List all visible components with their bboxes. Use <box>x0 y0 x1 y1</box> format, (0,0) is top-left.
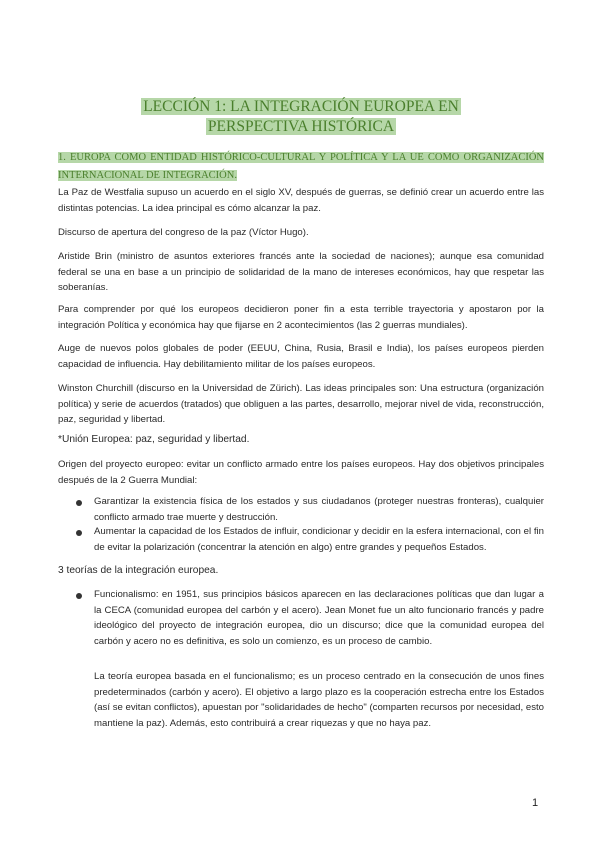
objective-item-1: Garantizar la existencia física de los estados y sus ciudadanos (proteger nuestras fronteras), cualquier conflicto armado trae muerte y destrucción. <box>94 496 544 523</box>
objective-item-2: Aumentar la capacidad de los Estados de influir, condicionar y decidir en la esfera internacional, con el fin de evitar la polarización (concentrar la atención en algo) entre grandes y pequeños Estados. <box>94 526 544 553</box>
page-number: 1 <box>532 797 539 809</box>
section-heading-block <box>58 147 544 183</box>
lesson-title: LECCIÓN 1: LA INTEGRACIÓN EUROPEA EN PERSPECTIVA HISTÓRICA <box>143 98 459 135</box>
section-heading: 1. EUROPA COMO ENTIDAD HISTÓRICO-CULTURAL Y POLÍTICA Y LA UE COMO ORGANIZACIÓN INTERNACIONAL DE INTEGRACIÓN. <box>58 152 544 181</box>
theories-heading: 3 teorías de la integración europea. <box>58 565 219 576</box>
paragraph-churchill: Winston Churchill (discurso en la Universidad de Zürich). Las ideas principales son: Una estructura (organización política) y serie de acuerdos (tratados) que obliguen a las partes, desarrollo, mejorar nivel de vida, reconstrucción, paz, seguridad y libertad. <box>58 383 544 426</box>
bullet-dot <box>76 530 82 536</box>
paragraph-aristide-brin: Aristide Brin (ministro de asuntos exteriores francés ante la sociedad de naciones); aunque esa comunidad federal se una en base a un principio de solidaridad de la mano de intereses económicos, hay que respetar las soberanías. <box>58 251 544 294</box>
paragraph-origin: Origen del proyecto europeo: evitar un conflicto armado entre los países europeos. Hay dos objetivos principales después de la 2 Guerra Mundial: <box>58 459 544 486</box>
paragraph-eu-summary: *Unión Europea: paz, seguridad y libertad. <box>58 434 250 445</box>
bullet-dot <box>76 500 82 506</box>
paragraph-two-wars: Para comprender por qué los europeos decidieron poner fin a esta terrible trayectoria y apostaron por la integración Política y económica hay que fijarse en 2 acontecimientos (las 2 guerras mundiales). <box>58 304 544 331</box>
paragraph-westfalia: La Paz de Westfalia supuso un acuerdo en el siglo XV, después de guerras, se definió crear un acuerdo entre las distintas potencias. La idea principal es cómo alcanzar la paz. <box>58 187 544 214</box>
bullet-dot <box>76 593 82 599</box>
paragraph-global-powers: Auge de nuevos polos globales de poder (EEUU, China, Rusia, Brasil e India), los países europeos pierden capacidad de influencia. Hay debilitamiento militar de los países europeos. <box>58 343 544 370</box>
paragraph-victor-hugo: Discurso de apertura del congreso de la paz (Víctor Hugo). <box>58 227 309 238</box>
theory-item-functionalism: Funcionalismo: en 1951, sus principios básicos aparecen en las declaraciones políticas que dan lugar a la CECA (comunidad europea del carbón y el acero). Jean Monet fue un alto funcionario francés y padre ideológico del proyecto de integración europea, dio un discurso; dice que la comunidad europea del carbón y acero no es definitiva, es solo un comienzo, es un proceso de cambio. <box>94 589 544 647</box>
title-block <box>94 97 508 137</box>
theory-followup-paragraph: La teoría europea basada en el funcionalismo; es un proceso centrado en la consecución de unos fines predeterminados (carbón y acero). El objetivo a largo plazo es la cooperación estrecha entre los Estados (así se evitan conflictos), apuestan por "solidaridades de hecho" (comparten recursos por necesidad, esto mantiene la paz). Además, esto contribuirá a crear riquezas y que no haya paz. <box>94 671 544 729</box>
